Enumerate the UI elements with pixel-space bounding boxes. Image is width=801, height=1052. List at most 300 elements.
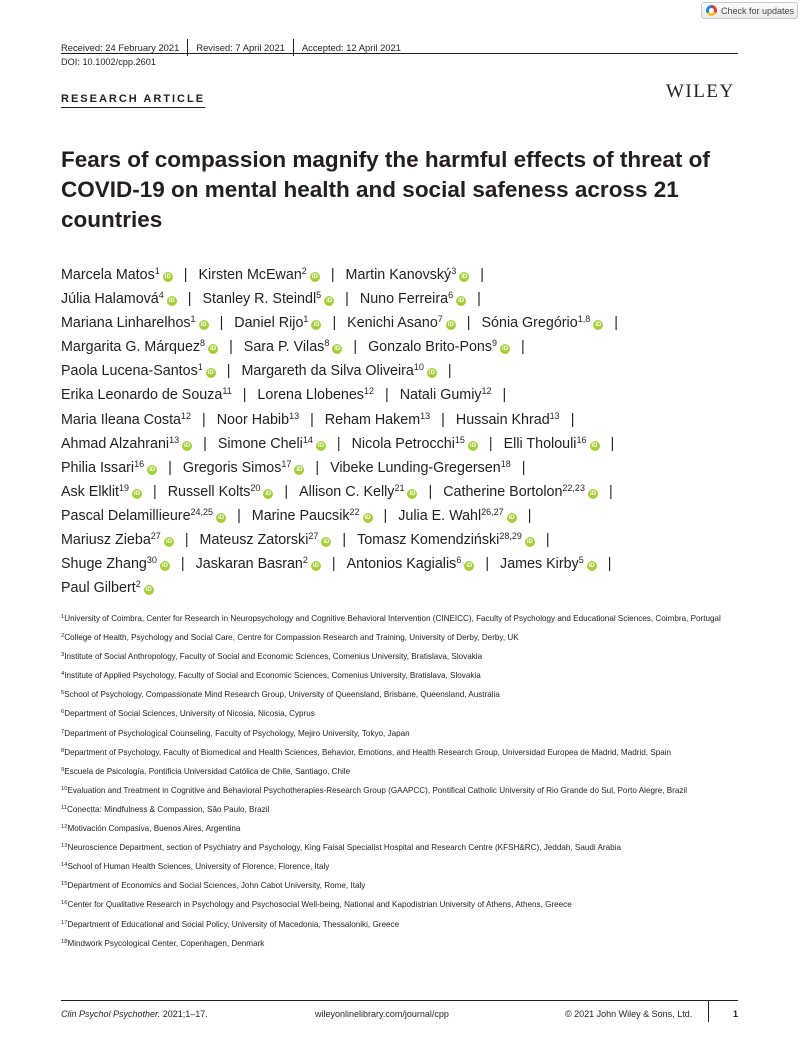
affiliation-number: 17 bbox=[61, 919, 68, 926]
article-type: RESEARCH ARTICLE bbox=[61, 93, 205, 108]
affiliation bbox=[61, 804, 741, 816]
author[interactable] bbox=[357, 532, 535, 548]
orcid-icon[interactable]: iD bbox=[161, 563, 168, 570]
orcid-icon[interactable]: iD bbox=[149, 466, 156, 473]
author-separator: | bbox=[203, 435, 207, 452]
author[interactable] bbox=[244, 339, 343, 355]
author-separator: | bbox=[502, 387, 507, 404]
author[interactable] bbox=[61, 363, 216, 379]
author-affiliation-ref: 13 bbox=[420, 410, 431, 421]
page-number: 1 bbox=[733, 1009, 739, 1019]
author-name: Russell Kolts bbox=[167, 483, 251, 500]
author-separator: | bbox=[607, 556, 612, 573]
author-line bbox=[61, 335, 751, 359]
affiliation bbox=[61, 689, 741, 701]
author-separator: | bbox=[488, 435, 493, 452]
orcid-icon[interactable]: iD bbox=[364, 514, 371, 521]
affiliation-text: Escuela de Psicología, Pontificia Universidad Católica de Chile, Santiago, Chile bbox=[64, 766, 351, 776]
received-date: Received: 24 February 2021 bbox=[61, 42, 180, 53]
author-separator: | bbox=[183, 267, 188, 283]
author-affiliation-ref: 1 bbox=[154, 266, 160, 276]
author-separator: | bbox=[284, 483, 289, 500]
author[interactable] bbox=[257, 387, 374, 403]
author-affiliation-ref: 27 bbox=[308, 531, 319, 542]
affiliation-number: 10 bbox=[61, 785, 68, 792]
affiliation-text: Department of Psychology, Faculty of Biomedical and Health Sciences, Behavior, Emotions, and Health Research Group, Universidad Europea de Madrid, Madrid, Spain bbox=[64, 747, 672, 757]
affiliation bbox=[61, 651, 741, 663]
author-name: Natali Gumiy bbox=[399, 387, 482, 404]
orcid-icon[interactable]: iD bbox=[265, 490, 272, 497]
orcid-icon[interactable]: iD bbox=[588, 563, 595, 570]
author-affiliation-ref: 2 bbox=[301, 266, 307, 276]
doi: DOI: 10.1002/cpp.2601 bbox=[61, 57, 157, 67]
affiliation bbox=[61, 861, 741, 873]
author-name: James Kirby bbox=[500, 556, 579, 573]
author-affiliation-ref: 22 bbox=[349, 506, 360, 517]
author-name: Gregoris Simos bbox=[182, 459, 282, 476]
author[interactable] bbox=[199, 267, 320, 283]
affiliation-number: 3 bbox=[61, 652, 65, 659]
author-affiliation-ref: 27 bbox=[150, 531, 161, 542]
author-name: Ask Elklit bbox=[61, 483, 119, 500]
author[interactable] bbox=[330, 460, 511, 476]
author-line bbox=[61, 528, 751, 552]
author-name: Reham Hakem bbox=[324, 411, 421, 428]
author-name: Mateusz Zatorski bbox=[199, 532, 309, 549]
author-affiliation-ref: 4 bbox=[158, 290, 164, 301]
author[interactable] bbox=[61, 291, 177, 307]
author[interactable] bbox=[347, 315, 456, 331]
affiliation bbox=[61, 880, 741, 892]
author[interactable] bbox=[61, 484, 142, 500]
author-affiliation-ref: 21 bbox=[394, 482, 405, 493]
orcid-icon[interactable]: iD bbox=[526, 539, 533, 546]
author-separator: | bbox=[310, 411, 314, 428]
footer-citation bbox=[61, 1009, 208, 1019]
orcid-icon[interactable]: iD bbox=[145, 587, 152, 594]
author[interactable] bbox=[61, 436, 192, 452]
affiliation-number: 12 bbox=[61, 824, 68, 831]
author-name: Simone Cheli bbox=[217, 435, 303, 452]
affiliation bbox=[61, 632, 741, 644]
orcid-icon[interactable]: iD bbox=[207, 370, 214, 377]
author[interactable] bbox=[368, 339, 510, 355]
footer-separator bbox=[708, 1000, 709, 1022]
author-affiliation-ref: 20 bbox=[250, 482, 261, 493]
author-list bbox=[61, 263, 751, 600]
author-line bbox=[61, 311, 751, 335]
author-affiliation-ref: 7 bbox=[437, 314, 443, 325]
author[interactable] bbox=[500, 556, 597, 572]
author-affiliation-ref: 13 bbox=[169, 434, 180, 445]
author[interactable] bbox=[202, 291, 334, 307]
author-separator: | bbox=[353, 339, 358, 356]
orcid-icon[interactable]: iD bbox=[184, 442, 191, 449]
author-affiliation-ref: 10 bbox=[413, 362, 424, 373]
author[interactable] bbox=[61, 580, 154, 596]
author-separator: | bbox=[342, 532, 347, 549]
author[interactable] bbox=[61, 315, 209, 331]
author-separator: | bbox=[168, 459, 172, 476]
revised-date: Revised: 7 April 2021 bbox=[196, 42, 285, 53]
author-affiliation-ref: 6 bbox=[448, 290, 454, 301]
author[interactable] bbox=[504, 436, 600, 452]
author-name: Philia Issari bbox=[61, 459, 135, 476]
affiliation-text: Department of Economics and Social Sciences, John Cabot University, Rome, Italy bbox=[67, 881, 366, 891]
author-line bbox=[61, 359, 751, 383]
orcid-icon[interactable]: iD bbox=[458, 298, 465, 305]
author-line bbox=[61, 408, 751, 432]
author-separator: | bbox=[610, 435, 615, 452]
author-name: Sara P. Vilas bbox=[243, 339, 325, 356]
affiliation-text: Mindwork Psycological Center, Copenhagen, Denmark bbox=[67, 938, 265, 948]
author-name: Antonios Kagialis bbox=[346, 556, 457, 573]
affiliation bbox=[61, 747, 741, 759]
author-name: Mariana Linharelhos bbox=[61, 315, 191, 332]
author-separator: | bbox=[331, 556, 336, 573]
author-line bbox=[61, 480, 751, 504]
author-name: Noor Habib bbox=[216, 411, 290, 428]
author-separator: | bbox=[226, 363, 231, 380]
footer-rule bbox=[61, 1000, 738, 1001]
affiliation-number: 4 bbox=[61, 671, 65, 678]
orcid-icon[interactable]: iD bbox=[218, 514, 225, 521]
author[interactable] bbox=[196, 556, 321, 572]
author-separator: | bbox=[570, 411, 575, 428]
affiliation-text: Conectta: Mindfulness & Compassion, São Paulo, Brazil bbox=[67, 804, 270, 814]
author-separator: | bbox=[242, 387, 247, 404]
author[interactable] bbox=[61, 412, 191, 428]
affiliation bbox=[61, 919, 741, 931]
author-separator: | bbox=[447, 363, 452, 380]
author-separator: | bbox=[383, 507, 388, 524]
author[interactable] bbox=[360, 291, 466, 307]
affiliation bbox=[61, 708, 741, 720]
author[interactable] bbox=[61, 532, 174, 548]
author[interactable] bbox=[200, 532, 332, 548]
author-affiliation-ref: 1 bbox=[190, 314, 196, 325]
author-line bbox=[61, 576, 751, 600]
author[interactable] bbox=[456, 412, 560, 428]
affiliation-list bbox=[61, 613, 741, 957]
orcid-icon[interactable]: iD bbox=[210, 346, 217, 353]
affiliation-number: 5 bbox=[61, 690, 65, 697]
affiliation-number: 1 bbox=[61, 614, 65, 620]
author[interactable] bbox=[325, 412, 430, 428]
author-affiliation-ref: 18 bbox=[500, 458, 511, 469]
author-affiliation-ref: 2 bbox=[302, 555, 308, 566]
author[interactable] bbox=[299, 484, 417, 500]
author-name: Allison C. Kelly bbox=[299, 483, 395, 500]
author[interactable] bbox=[218, 436, 326, 452]
author[interactable] bbox=[234, 315, 321, 331]
author-separator: | bbox=[315, 459, 320, 476]
author[interactable] bbox=[61, 460, 157, 476]
author-name: Mariusz Zieba bbox=[61, 532, 151, 549]
author-affiliation-ref: 1 bbox=[303, 314, 309, 325]
affiliation bbox=[61, 899, 741, 911]
author-separator: | bbox=[441, 411, 445, 428]
author-affiliation-ref: 1,8 bbox=[577, 314, 591, 325]
crossmark-icon bbox=[706, 5, 717, 16]
author-affiliation-ref: 15 bbox=[454, 434, 465, 445]
header-rule bbox=[61, 53, 738, 54]
orcid-icon[interactable]: iD bbox=[589, 490, 596, 497]
author-separator: | bbox=[608, 483, 613, 500]
affiliation bbox=[61, 823, 741, 835]
orcid-icon[interactable]: iD bbox=[164, 274, 171, 280]
author-separator: | bbox=[477, 291, 481, 308]
author-affiliation-ref: 28,29 bbox=[499, 531, 522, 542]
copyright: © 2021 John Wiley & Sons, Ltd. bbox=[565, 1009, 693, 1019]
affiliation-number: 9 bbox=[61, 766, 65, 773]
affiliation-text: Department of Psychological Counseling, Faculty of Psychology, Mejiro University, Tokyo, Japan bbox=[64, 728, 410, 738]
orcid-icon[interactable]: iD bbox=[296, 466, 303, 473]
author-separator: | bbox=[330, 267, 335, 283]
affiliation bbox=[61, 785, 741, 797]
author-affiliation-ref: 1 bbox=[197, 362, 203, 373]
author-name: Jaskaran Basran bbox=[195, 556, 303, 573]
affiliation-text: School of Psychology, Compassionate Mind Research Group, University of Queensland, Brisbane, Queensland, Australia bbox=[64, 690, 500, 700]
affiliation-text: Department of Social Sciences, University of Nicosia, Nicosia, Cyprus bbox=[64, 709, 315, 719]
author[interactable] bbox=[61, 387, 232, 403]
affiliation-number: 8 bbox=[61, 747, 65, 754]
affiliation bbox=[61, 613, 741, 625]
affiliation-number: 13 bbox=[61, 843, 68, 850]
author-affiliation-ref: 3 bbox=[451, 266, 457, 276]
author-name: Marine Paucsik bbox=[251, 507, 350, 524]
article-title: Fears of compassion magnify the harmful effects of threat of COVID-19 on mental health and social safeness across 21 countries bbox=[61, 147, 710, 232]
affiliation bbox=[61, 728, 741, 740]
author[interactable] bbox=[183, 460, 305, 476]
author-affiliation-ref: 5 bbox=[578, 555, 584, 566]
author-name: Stanley R. Steindl bbox=[202, 291, 317, 308]
affiliation-number: 16 bbox=[61, 900, 68, 907]
author-name: Nuno Ferreira bbox=[359, 291, 449, 308]
author-name: Kenichi Asano bbox=[347, 315, 438, 332]
author-line bbox=[61, 287, 751, 311]
author-affiliation-ref: 16 bbox=[134, 458, 145, 469]
author-affiliation-ref: 12 bbox=[481, 386, 492, 397]
author-affiliation-ref: 17 bbox=[281, 458, 292, 469]
orcid-icon[interactable]: iD bbox=[595, 322, 602, 329]
affiliation-number: 11 bbox=[61, 804, 68, 811]
author-separator: | bbox=[614, 315, 618, 332]
author-name: Marcela Matos bbox=[61, 267, 155, 283]
author-affiliation-ref: 13 bbox=[549, 410, 560, 421]
affiliation-number: 2 bbox=[61, 633, 65, 640]
author[interactable] bbox=[61, 339, 218, 355]
author-separator: | bbox=[521, 459, 526, 476]
author[interactable] bbox=[352, 436, 478, 452]
affiliation-number: 15 bbox=[61, 881, 68, 888]
author-separator: | bbox=[336, 435, 341, 452]
author-separator: | bbox=[202, 411, 206, 428]
author-name: Margareth da Silva Oliveira bbox=[241, 363, 414, 380]
orcid-icon[interactable]: iD bbox=[469, 442, 476, 449]
author[interactable] bbox=[168, 484, 274, 500]
author[interactable] bbox=[347, 556, 475, 572]
affiliation-text: Center for Qualitative Research in Psychology and Psychosocial Well-being, National and Kapodistrian University of Athens, Athens, Greece bbox=[67, 900, 572, 910]
author-name: Ahmad Alzahrani bbox=[61, 435, 170, 452]
author-separator: | bbox=[184, 532, 189, 549]
author-name: Lorena Llobenes bbox=[257, 387, 364, 404]
author-line bbox=[61, 263, 751, 287]
author-separator: | bbox=[219, 315, 224, 332]
orcid-icon[interactable]: iD bbox=[313, 322, 320, 329]
author-name: Tomasz Komendziński bbox=[357, 532, 500, 549]
author[interactable] bbox=[241, 363, 436, 379]
publisher-logo: WILEY bbox=[666, 81, 735, 102]
journal-url[interactable]: wileyonlinelibrary.com/journal/cpp bbox=[315, 1009, 449, 1019]
author-name: Kirsten McEwan bbox=[198, 267, 302, 283]
author-name: Daniel Rijo bbox=[234, 315, 304, 332]
affiliation bbox=[61, 938, 741, 950]
author-separator: | bbox=[527, 507, 532, 524]
author[interactable] bbox=[398, 508, 516, 524]
author-affiliation-ref: 14 bbox=[302, 434, 313, 445]
affiliation-number: 18 bbox=[61, 938, 68, 945]
author-name: Sónia Gregório bbox=[481, 315, 578, 332]
orcid-icon[interactable]: iD bbox=[200, 322, 207, 329]
author-affiliation-ref: 22,23 bbox=[562, 482, 585, 493]
orcid-icon[interactable]: iD bbox=[428, 370, 435, 377]
affiliation-number: 14 bbox=[61, 862, 68, 869]
affiliation-number: 6 bbox=[61, 709, 65, 716]
author-separator: | bbox=[521, 339, 525, 356]
author-name: Maria Ileana Costa bbox=[61, 411, 181, 428]
author-name: Catherine Bortolon bbox=[443, 483, 563, 500]
orcid-icon[interactable]: iD bbox=[466, 563, 473, 570]
author-affiliation-ref: 30 bbox=[146, 555, 157, 566]
author-name: Julia E. Wahl bbox=[398, 507, 482, 524]
author-affiliation-ref: 26,27 bbox=[481, 506, 504, 517]
orcid-icon[interactable]: iD bbox=[326, 298, 333, 305]
author-separator: | bbox=[480, 267, 484, 283]
affiliation-text: Department of Educational and Social Policy, University of Macedonia, Thessaloniki, Greece bbox=[67, 919, 400, 929]
author[interactable] bbox=[443, 484, 598, 500]
author-separator: | bbox=[428, 483, 433, 500]
author-affiliation-ref: 2 bbox=[135, 579, 141, 590]
orcid-icon[interactable]: iD bbox=[409, 490, 416, 497]
author-line bbox=[61, 383, 751, 407]
orcid-icon[interactable]: iD bbox=[591, 442, 598, 449]
orcid-icon[interactable]: iD bbox=[502, 346, 509, 353]
author-affiliation-ref: 5 bbox=[316, 290, 322, 301]
author-affiliation-ref: 9 bbox=[492, 338, 498, 349]
orcid-icon[interactable]: iD bbox=[317, 442, 324, 449]
affiliation-text: School of Human Health Sciences, University of Florence, Florence, Italy bbox=[67, 862, 330, 872]
author-name: Erika Leonardo de Souza bbox=[61, 387, 223, 404]
author-affiliation-ref: 12 bbox=[181, 410, 192, 421]
orcid-icon[interactable]: iD bbox=[311, 274, 318, 280]
orcid-icon[interactable]: iD bbox=[447, 322, 454, 329]
author-name: Elli Tholouli bbox=[503, 435, 577, 452]
orcid-icon[interactable]: iD bbox=[323, 539, 330, 546]
author-separator: | bbox=[345, 291, 349, 308]
check-for-updates-button[interactable] bbox=[701, 2, 798, 19]
author-separator: | bbox=[153, 483, 157, 500]
author[interactable] bbox=[252, 508, 373, 524]
author-name: Margarita G. Márquez bbox=[61, 339, 201, 356]
affiliation-text: Motivación Compasiva, Buenos Aires, Argentina bbox=[67, 824, 241, 834]
check-for-updates-label: Check for updates bbox=[721, 5, 795, 16]
affiliation-text: Neuroscience Department, section of Psychiatry and Psychology, King Faisal Specialist Hospital and Research Centre (KFSH&RC), Jeddah, Saudi Arabia bbox=[67, 843, 621, 853]
citation-range: 2021;1–17. bbox=[160, 1009, 208, 1019]
author-name: Hussain Khrad bbox=[455, 411, 550, 428]
author-separator: | bbox=[332, 315, 337, 332]
author-affiliation-ref: 6 bbox=[456, 555, 462, 566]
author-affiliation-ref: 12 bbox=[363, 386, 374, 397]
author-name: Paola Lucena-Santos bbox=[61, 363, 198, 380]
affiliation-number: 7 bbox=[61, 728, 65, 735]
author[interactable] bbox=[61, 508, 226, 524]
author-line bbox=[61, 504, 751, 528]
author-separator: | bbox=[237, 507, 241, 524]
author-line bbox=[61, 456, 751, 480]
author-separator: | bbox=[485, 556, 490, 573]
author-separator: | bbox=[187, 291, 192, 308]
author-name: Vibeke Lunding-Gregersen bbox=[330, 459, 501, 476]
orcid-icon[interactable]: iD bbox=[134, 490, 141, 497]
orcid-icon[interactable]: iD bbox=[312, 563, 319, 570]
author[interactable] bbox=[346, 267, 470, 283]
author-name: Shuge Zhang bbox=[61, 556, 147, 573]
author-affiliation-ref: 24,25 bbox=[190, 506, 214, 517]
author-separator: | bbox=[384, 387, 389, 404]
affiliation-text: Institute of Social Anthropology, Faculty of Social and Economic Sciences, Comenius University, Bratislava, Slovakia bbox=[64, 652, 483, 662]
affiliation bbox=[61, 842, 741, 854]
orcid-icon[interactable]: iD bbox=[461, 274, 468, 280]
affiliation-text: Evaluation and Treatment in Cognitive and Behavioral Psychotherapies-Research Group (GAAPCC), Pontifical Catholic University of Rio Grande do Sul, Porto Alegre, Brazil bbox=[67, 785, 688, 795]
author-affiliation-ref: 13 bbox=[289, 410, 300, 421]
author-name: Júlia Halamová bbox=[61, 291, 159, 308]
author-affiliation-ref: 11 bbox=[222, 386, 232, 397]
author-name: Martin Kanovský bbox=[345, 267, 452, 283]
author-line bbox=[61, 552, 751, 576]
author[interactable] bbox=[482, 315, 604, 331]
author-separator: | bbox=[466, 315, 471, 332]
author-name: Pascal Delamillieure bbox=[61, 507, 191, 524]
author-separator: | bbox=[229, 339, 233, 356]
orcid-icon[interactable]: iD bbox=[168, 298, 175, 305]
author-line bbox=[61, 432, 751, 456]
author[interactable] bbox=[61, 267, 173, 283]
author-name: Nicola Petrocchi bbox=[351, 435, 455, 452]
affiliation bbox=[61, 766, 741, 778]
orcid-icon[interactable]: iD bbox=[165, 539, 172, 546]
author[interactable] bbox=[61, 556, 170, 572]
author-affiliation-ref: 8 bbox=[324, 338, 330, 349]
affiliation-text: College of Health, Psychology and Social Care, Centre for Compassion Research and Training, University of Derby, Derby, UK bbox=[64, 633, 519, 643]
orcid-icon[interactable]: iD bbox=[334, 346, 341, 353]
affiliation-text: Institute of Applied Psychology, Faculty of Social and Economic Sciences, Comenius University, Bratislava, Slovakia bbox=[64, 671, 481, 681]
author-separator: | bbox=[545, 532, 550, 549]
accepted-date: Accepted: 12 April 2021 bbox=[301, 42, 401, 53]
affiliation-text: University of Coimbra, Center for Research in Neuropsychology and Cognitive Behavioral Intervention (CINEICC), Faculty of Psychology and Educational Sciences, Coimbra, Portugal bbox=[64, 614, 721, 623]
orcid-icon[interactable]: iD bbox=[508, 514, 515, 521]
author-affiliation-ref: 19 bbox=[119, 482, 130, 493]
author[interactable] bbox=[217, 412, 299, 428]
author[interactable] bbox=[400, 387, 492, 403]
author-affiliation-ref: 16 bbox=[576, 434, 587, 445]
affiliation bbox=[61, 670, 741, 682]
author-affiliation-ref: 8 bbox=[200, 338, 206, 349]
author-name: Paul Gilbert bbox=[61, 580, 136, 597]
journal-name: Clin Psychol Psychother. bbox=[61, 1009, 161, 1019]
author-name: Gonzalo Brito-Pons bbox=[368, 339, 493, 356]
author-separator: | bbox=[180, 556, 185, 573]
